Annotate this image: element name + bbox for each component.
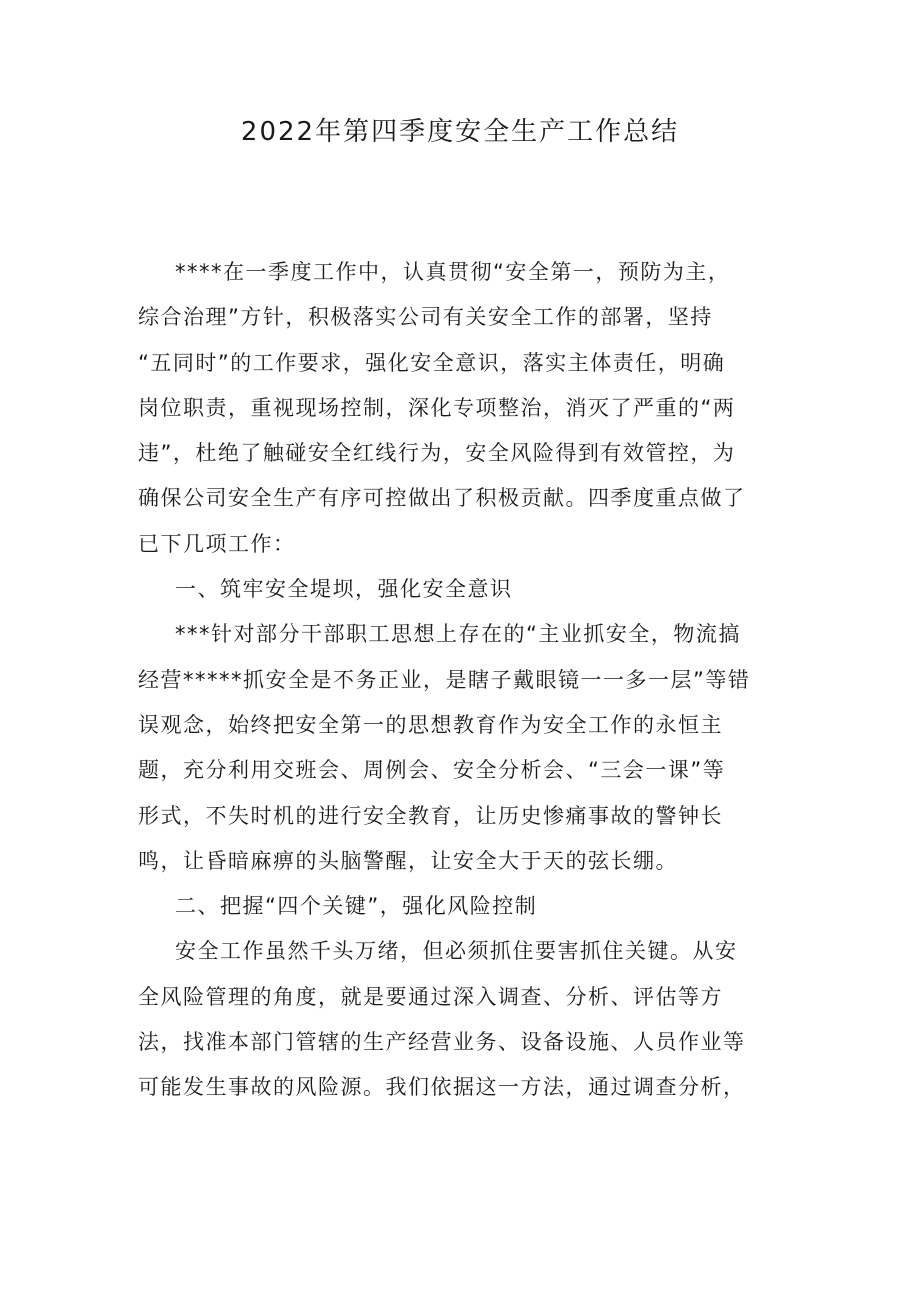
text-line: 鸣，让昏暗麻痹的头脑警醒，让安全大于天的弦长绷。 <box>138 848 678 873</box>
text-line: 二、把握“四个关键”，强化风险控制 <box>175 894 538 919</box>
document-title: 2022年第四季度安全生产工作总结 <box>240 117 680 147</box>
text-line: 已下几项工作： <box>138 531 296 556</box>
text-line: 全风险管理的角度，就是要通过深入调查、分析、评估等方 <box>138 984 723 1009</box>
text-line: 经营*****抓安全是不务正业，是瞎子戴眼镜一一多一层”等错 <box>138 667 751 692</box>
text-line: 形式，不失时机的进行安全教育，让历史惨痛事故的警钟长 <box>138 803 723 828</box>
text-line: 一、筑牢安全堤坝，强化安全意识 <box>175 577 513 602</box>
text-line: 确保公司安全生产有序可控做出了积极贡献。四季度重点做了 <box>138 486 746 511</box>
text-line: “五同时”的工作要求，强化安全意识，落实主体责任，明确 <box>138 350 726 375</box>
text-line: 违”，杜绝了触碰安全红线行为，安全风险得到有效管控，为 <box>138 441 736 466</box>
text-line: ****在一季度工作中，认真贯彻“安全第一，预防为主， <box>175 260 731 284</box>
text-line: 安全工作虽然千头万绪，但必须抓住要害抓住关键。从安 <box>175 939 738 964</box>
text-line: 综合治理”方针，积极落实公司有关安全工作的部署，坚持 <box>138 305 713 330</box>
text-line: 误观念，始终把安全第一的思想教育作为安全工作的永恒主 <box>138 712 723 737</box>
document-body <box>138 250 778 1111</box>
text-line: 岗位职责，重视现场控制，深化专项整治，消灭了严重的“两 <box>138 395 736 420</box>
text-line: ***针对部分干部职工思想上存在的“主业抓安全，物流搞 <box>175 622 741 647</box>
text-line: 可能发生事故的风险源。我们依据这一方法，通过调查分析， <box>138 1075 746 1100</box>
text-line: 题，充分利用交班会、周例会、安全分析会、“三会一课”等 <box>138 758 726 783</box>
text-line: 法，找准本部门管辖的生产经营业务、设备设施、人员作业等 <box>138 1030 746 1055</box>
